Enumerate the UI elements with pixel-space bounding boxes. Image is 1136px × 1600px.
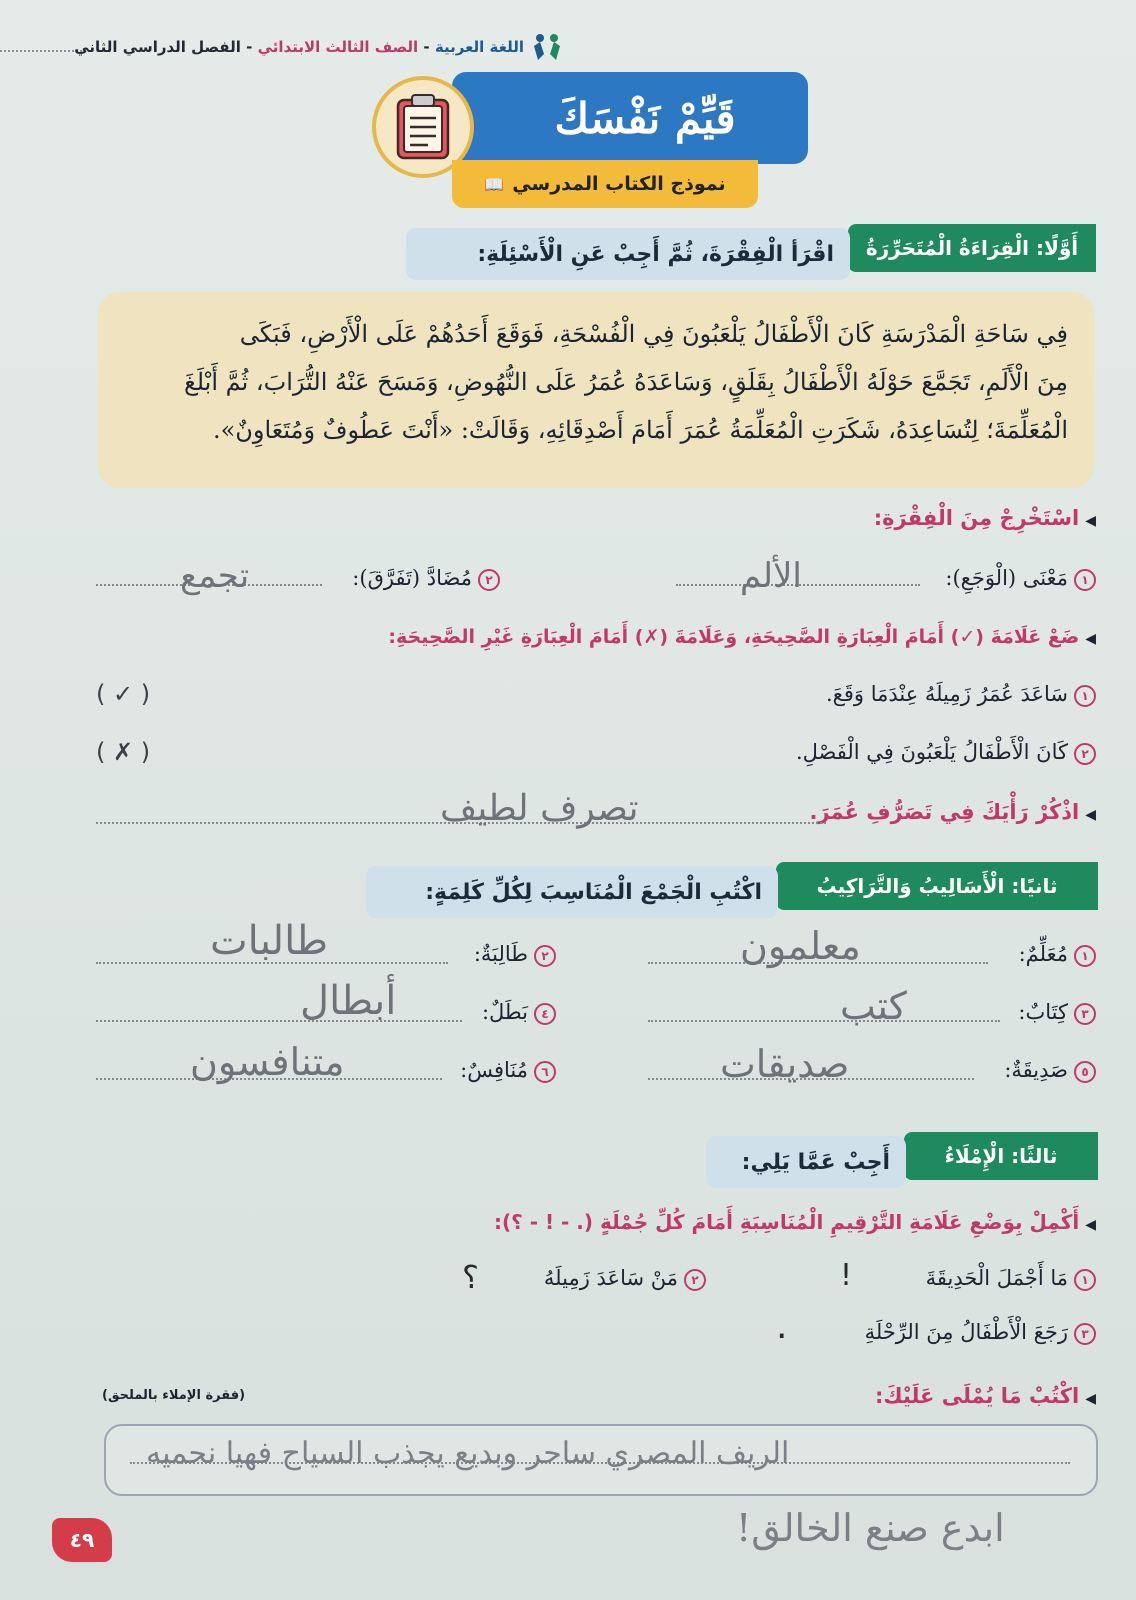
clipboard-icon [392,92,454,162]
dictation-box[interactable] [104,1424,1098,1496]
opinion-answer[interactable]: تصرف لطيف [440,788,639,829]
page-header [0,38,1136,66]
kids-logo-icon [530,32,564,62]
tf-answer-1[interactable]: ( ✓ ) [96,680,151,708]
extract-heading: ◀اسْتَخْرِجْ مِنَ الْفِقْرَةِ: [873,506,1096,530]
plural-item: ٦مُنَافِسٌ: [460,1058,556,1083]
plural-answer[interactable]: أبطال [300,978,397,1024]
plural-item: ٤بَطَلٌ: [482,1000,556,1025]
dictation-note: (فقرة الإملاء بالملحق) [102,1388,246,1403]
section3-instruction: أَجِبْ عَمَّا يَلِي: [706,1136,906,1188]
title-banner [452,72,808,164]
section3-label: ثالثًا: الْإِمْلَاءُ [904,1132,1098,1180]
question-meaning: ١مَعْنَى (الْوَجَعِ): [945,566,1096,591]
plural-item: ٥صَدِيقَةٌ: [1004,1058,1096,1083]
punctuation-heading: ◀أَكْمِلْ بِوَضْعِ عَلَامَةِ التَّرْقِيمِ الْمُنَاسِبَةِ أَمَامَ كُلِّ جُمْلَةٍ (. - ! - ؟): [493,1210,1096,1234]
plural-answer[interactable]: معلمون [740,924,861,968]
question-antonym: ٢مُضَادَّ (تَفَرَّقَ): [352,566,500,591]
punct-sentence-3: ٣رَجَعَ الْأَطْفَالُ مِنَ الرِّحْلَةِ [865,1320,1096,1345]
punct-sentence-1: ١مَا أَجْمَلَ الْحَدِيقَةَ [926,1266,1096,1291]
punct-sentence-2: ٢مَنْ سَاعَدَ زَمِيلَهُ [544,1266,706,1291]
answer-antonym[interactable]: تجمع [180,556,250,596]
header-subject: اللغة العربية [434,38,524,56]
punct-answer-2[interactable]: ؟ [462,1258,479,1296]
opinion-heading: ◀اذْكُرْ رَأْيَكَ فِي تَصَرُّفِ عُمَرَ. [809,800,1096,824]
punct-answer-1[interactable]: ! [840,1258,853,1293]
arrow-icon: ◀ [1085,1217,1096,1233]
passage-line: الْمُعَلِّمَةَ؛ لِتُسَاعِدَهُ، شَكَرَتِ الْمُعَلِّمَةُ عُمَرَ أَمَامَ أَصْدِقَائِهِ، وَقَالَتْ: «أَنْتَ عَطُوفٌ وَمُتَعَاوِنٌ». [212,416,1068,444]
closing-handwriting: ابدع صنع الخالق! [736,1506,1005,1550]
punct-answer-3[interactable]: . [776,1306,788,1347]
plural-item: ٣كِتَابٌ: [1018,1000,1096,1025]
arrow-icon: ◀ [1085,513,1096,529]
arrow-icon: ◀ [1085,807,1096,823]
dictation-answer[interactable]: الريف المصري ساحر وبديع يجذب السياح فهيا نحميه [146,1436,790,1471]
section2-instruction: اكْتُبِ الْجَمْعَ الْمُنَاسِبَ لِكُلِّ كَلِمَةٍ: [366,866,778,918]
tf-statement-2: ٢كَانَ الْأَطْفَالُ يَلْعَبُونَ فِي الْفَصْلِ. [796,740,1096,765]
section1-label: أَوَّلًا: الْقِرَاءَةُ الْمُتَحَرِّرَةُ [848,224,1096,272]
header-grade: الصف الثالث الابتدائي [257,38,419,56]
arrow-icon: ◀ [1085,1391,1096,1407]
passage-line: فِي سَاحَةِ الْمَدْرَسَةِ كَانَ الْأَطْفَالُ يَلْعَبُونَ فِي الْفُسْحَةِ، فَوَقَعَ أَحَدُهُمْ عَلَى الْأَرْضِ، فَبَكَى [239,320,1068,348]
book-icon: 📖 [484,174,505,194]
subtitle-text: نموذج الكتاب المدرسي [512,173,726,195]
reading-passage [98,292,1094,488]
passage-line: مِنَ الْأَلَمِ، تَجَمَّعَ حَوْلَهُ الْأَطْفَالُ بِقَلَقٍ، وَسَاعَدَهُ عُمَرُ عَلَى النُّهُوضِ، وَمَسَحَ عَنْهُ التُّرَابَ، ثُمَّ أَبْلَغَ [183,368,1068,396]
subtitle-banner [452,160,758,208]
plural-answer[interactable]: صديقات [720,1042,850,1086]
dictation-heading: ◀اكْتُبْ مَا يُمْلَى عَلَيْكَ: [874,1384,1096,1408]
answer-meaning[interactable]: الألم [740,556,802,596]
plural-item: ١مُعَلِّمٌ: [1019,942,1096,967]
plural-answer[interactable]: متنافسون [190,1040,345,1084]
section1-instruction: اقْرَأ الْفِقْرَةَ، ثُمَّ أَجِبْ عَنِ الْأَسْئِلَةِ: [406,228,850,280]
tf-answer-2[interactable]: ( ✗ ) [96,738,151,766]
page-title: قَيِّمْ نَفْسَكَ [554,93,736,143]
plural-answer[interactable]: طالبات [210,918,329,964]
page-number: ٤٩ [52,1518,112,1562]
plural-item: ٢طَالِبَةٌ: [474,942,556,967]
section2-label: ثانيًا: الْأَسَالِيبُ وَالتَّرَاكِيبُ [776,862,1098,910]
tf-statement-1: ١سَاعَدَ عُمَرُ زَمِيلَهُ عِنْدَمَا وَقَعَ. [826,682,1096,707]
header-term: الفصل الدراسي الثاني [74,38,241,56]
header-text: اللغة العربية - الصف الثالث الابتدائي - الفصل الدراسي الثاني [74,38,524,56]
arrow-icon: ◀ [1085,631,1096,647]
plural-answer[interactable]: كتب [840,984,907,1028]
true-false-heading: ◀ضَعْ عَلَامَةَ (✓) أَمَامَ الْعِبَارَةِ الصَّحِيحَةِ، وَعَلَامَةَ (✗) أَمَامَ الْعِبَارَةِ غَيْرِ الصَّحِيحَةِ: [388,626,1096,648]
